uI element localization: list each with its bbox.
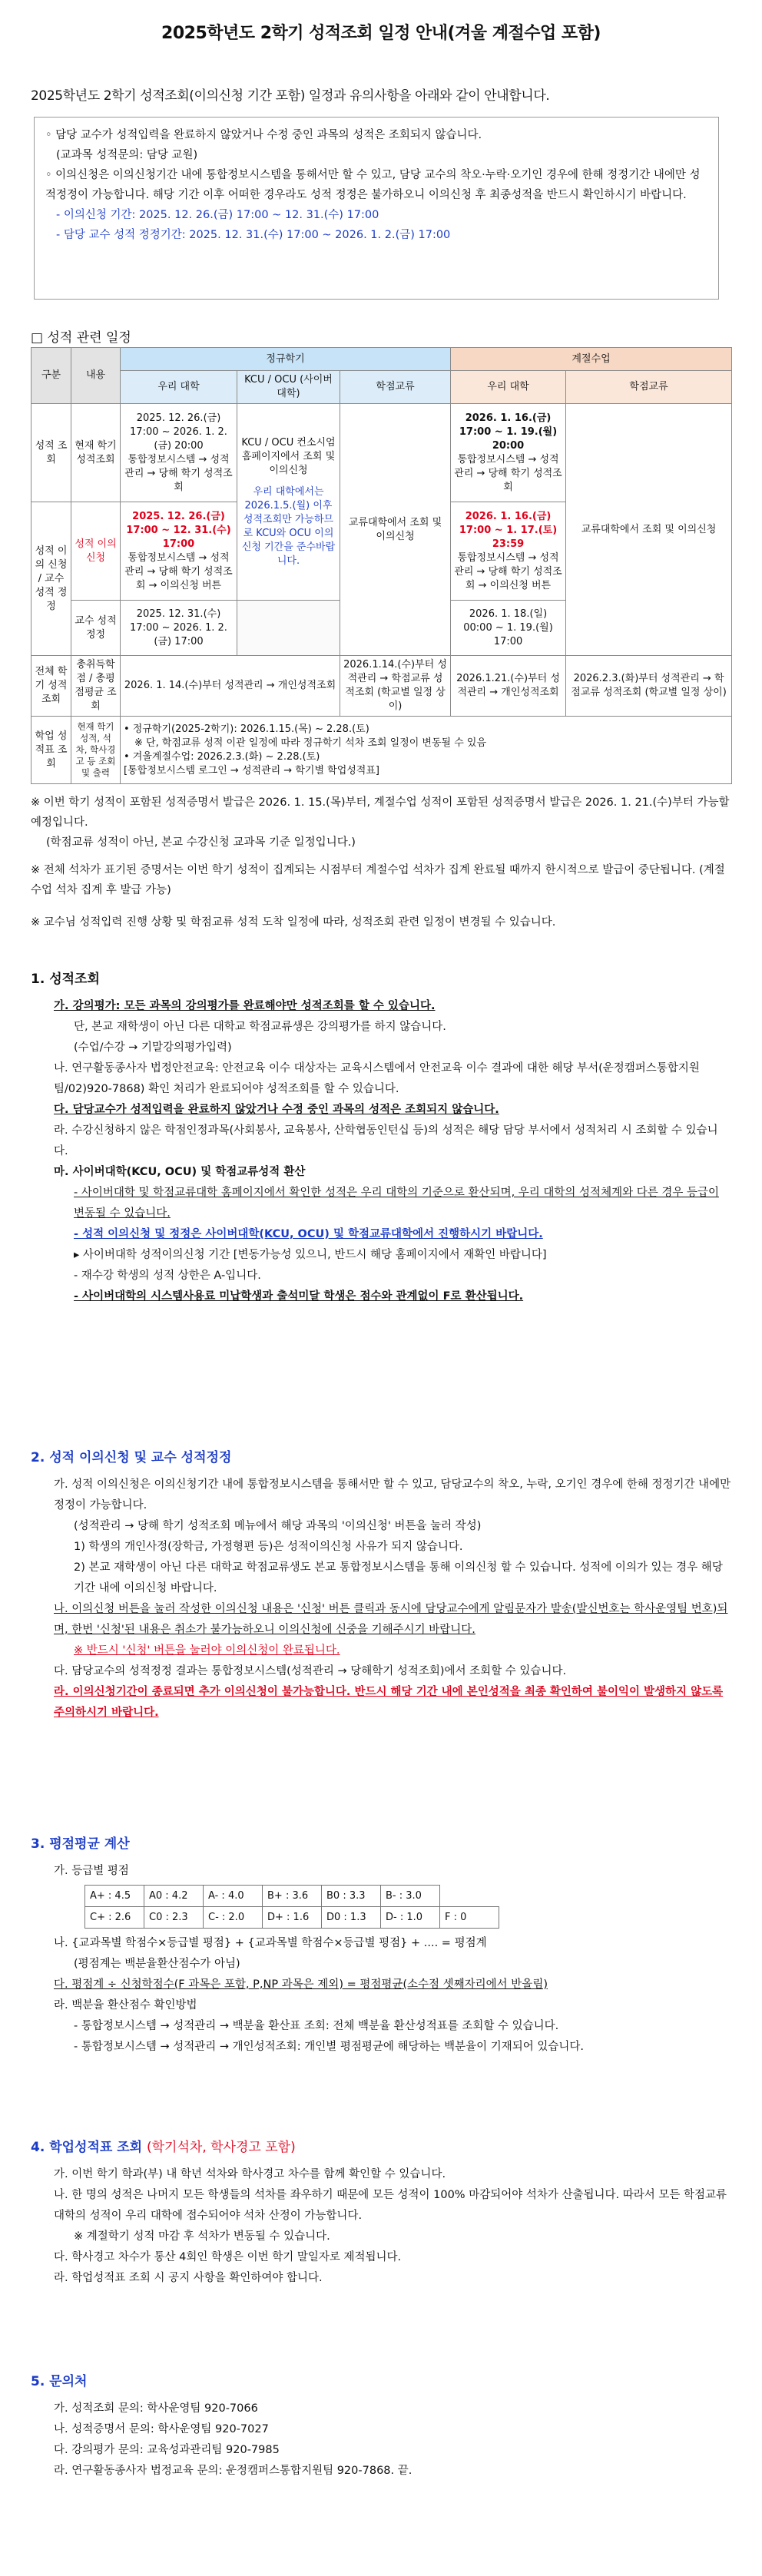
col-season: 계절수업: [451, 348, 732, 371]
section-item: ※ 반드시 '신청' 버튼을 눌러야 이의신청이 완료됩니다.: [74, 1644, 340, 1657]
kcu-text: KCU / OCU 컨소시엄 홈페이지에서 조회 및 이의신청: [241, 436, 336, 476]
note-block: [31, 912, 731, 932]
section-objection: [31, 1448, 731, 1723]
contact-item: 다. 강의평가 문의: 교육성과관리팀 920-7985: [54, 2444, 280, 2456]
grade-cell: B0 : 3.3: [322, 1886, 381, 1907]
col-exchange: 학점교류: [340, 371, 451, 404]
section-item: 다. 학사경고 차수가 통산 4회인 학생은 이번 학기 말일자로 제적됩니다.: [54, 2251, 402, 2263]
col-regular: 정규학기: [121, 348, 451, 371]
section-item: 가. 성적 이의신청은 이의신청기간 내에 통합정보시스템을 통해서만 할 수 있고, 담당교수의 착오, 누락, 오기인 경우에 한해 정정기간 내에만 정정이 가능합니다.: [54, 1478, 731, 1511]
transcript-line: • 겨울계절수업: 2026.2.3.(화) ~ 2.28.(토): [124, 750, 320, 763]
section-title-sub: (학기석차, 학사경고 포함): [147, 2140, 296, 2155]
row-gubun: 성적 조회: [31, 404, 71, 502]
transcript-line: • 정규학기(2025-2학기): 2026.1.15.(목) ~ 2.28.(토): [124, 723, 369, 735]
section-item: 나. 연구활동종사자 법정안전교육: 안전교육 이수 대상자는 교육시스템에서 안전교육 이수 결과에 대한 해당 부서(운정캠퍼스통합지원팀/02)920-7868) 확인 처리가 완료되어야 성적조회를 할 수 있습니다.: [54, 1062, 700, 1095]
note-line: ※ 전체 석차가 표기된 증명서는 이번 학기 성적이 집계되는 시점부터 계절수업 석차가 집계 완료될 때까지 한시적으로 발급이 중단됩니다. (계절수업 석차 집계 후 발급 가능): [31, 864, 725, 896]
col-ours: 우리 대학: [121, 371, 237, 404]
section-item: 2) 본교 재학생이 아닌 다른 대학교 학점교류생도 본교 통합정보시스템을 통해 이의신청 할 수 있습니다. 성적에 이의가 있는 경우 해당 기간 내에 이의신청 바랍니다.: [74, 1561, 723, 1594]
section-item: 다. 평점계 ÷ 신청학점수(F 과목은 포함, P,NP 과목은 제외) = 평점평균(소수점 셋째자리에서 반올림): [54, 1978, 548, 1991]
transcript-line: ※ 단, 학점교류 성적 이관 일정에 따라 정규학기 석차 조회 일정이 변동될 수 있음: [134, 737, 487, 749]
exchange-cell: 교류대학에서 조회 및 이의신청: [340, 404, 451, 656]
contact-item: 라. 연구활동종사자 법정교육 문의: 운정캠퍼스통합지원팀 920-7868. 끝.: [54, 2465, 412, 2477]
col-kcu: KCU / OCU (사이버대학): [237, 371, 340, 404]
section-item: - 사이버대학 및 학점교류대학 홈페이지에서 확인한 성적은 우리 대학의 기준으로 환산되며, 우리 대학의 성적체계와 다른 경우 등급이 변동될 수 있습니다.: [74, 1187, 719, 1220]
section-title: 3. 평점평균 계산: [31, 1836, 130, 1852]
notice-line: ◦ 담당 교수가 성적입력을 완료하지 않았거나 수정 중인 과목의 성적은 조회되지 않습니다.: [45, 129, 482, 141]
notice-line: ◦ 이의신청은 이의신청기간 내에 통합정보시스템을 통해서만 할 수 있고, 담당 교수의 착오·누락·오기인 경우에 한해 정정기간 내에만 성적정정이 가능합니다. 해당 기간 이후 어떠한 경우라도 성적 정정은 불가하오니 이의신청 후 최종성적을 반드시 확인하시기 바랍니다.: [45, 169, 701, 201]
section-item: 라. 백분율 환산점수 확인방법: [54, 1999, 197, 2011]
path-text: 통합정보시스템 → 성적관리 → 당해 학기 성적조회 → 이의신청 버튼: [124, 551, 233, 591]
section-item: ※ 계절학기 성적 마감 후 석차가 변동될 수 있습니다.: [74, 2230, 330, 2243]
exchange-cell: 2026.1.14.(수)부터 성적관리 → 학점교류 성적조회 (학교별 일정 상이): [340, 656, 451, 717]
section-item: 라. 이의신청기간이 종료되면 추가 이의신청이 불가능합니다. 반드시 해당 기간 내에 본인성적을 최종 확인하여 불이익이 발생하지 않도록 주의하시기 바랍니다.: [54, 1686, 724, 1719]
grade-cell: A- : 4.0: [204, 1886, 263, 1907]
section-item: 나. 한 명의 성적은 나머지 모든 학생들의 석차를 좌우하기 때문에 모든 성적이 100% 마감되어야 석차가 산출됩니다. 따라서 모든 학점교류대학의 성적이 우리 대학에 접수되어야 석차 산정이 가능합니다.: [54, 2189, 727, 2222]
contact-item: 나. 성적증명서 문의: 학사운영팀 920-7027: [54, 2423, 269, 2435]
row-content: 현재 학기 성적조회: [71, 404, 121, 502]
row-content: 교수 성적정정: [71, 601, 121, 656]
exchange-season-cell: 2026.2.3.(화)부터 성적관리 → 학점교류 성적조회 (학교별 일정 상이): [566, 656, 732, 717]
empty-cell: [237, 601, 340, 656]
section-item: (평점계는 백분율환산점수가 아님): [74, 1958, 240, 1970]
section-title: 2. 성적 이의신청 및 교수 성적정정: [31, 1450, 232, 1465]
season-cell: [451, 502, 566, 601]
section-grade-inquiry: [31, 969, 731, 1307]
section-item: 1) 학생의 개인사정(장학금, 가정형편 등)은 성적이의신청 사유가 되지 않습니다.: [74, 1541, 463, 1553]
date-range: 2026. 1. 16.(금) 17:00 ~ 1. 19.(월) 20:00: [459, 412, 558, 452]
row-content: 현재 학기 성적, 석차, 학사경고 등 조회 및 출력: [71, 717, 121, 784]
season-cell: [451, 404, 566, 502]
exchange-season-cell: 교류대학에서 조회 및 이의신청: [566, 404, 732, 656]
grade-cell: A0 : 4.2: [144, 1886, 204, 1907]
note-line: ※ 이번 학기 성적이 포함된 성적증명서 발급은 2026. 1. 15.(목)부터, 계절수업 성적이 포함된 성적증명서 발급은 2026. 1. 21.(수)부터 가능할 예정입니다.: [31, 796, 730, 829]
section-item: 라. 수강신청하지 않은 학점인정과목(사회봉사, 교육봉사, 산학협동인턴십 등)의 성적은 해당 담당 부서에서 성적처리 시 조회할 수 있습니다.: [54, 1124, 718, 1157]
notice-line: (교과목 성적문의: 담당 교원): [56, 149, 198, 161]
section-title: 5. 문의처: [31, 2374, 88, 2389]
section-item: 다. 담당교수의 성적정정 결과는 통합정보시스템(성적관리 → 당해학기 성적조회)에서 조회할 수 있습니다.: [54, 1665, 567, 1677]
section-item: - 통합정보시스템 → 성적관리 → 개인성적조회: 개인별 평점평균에 해당하는 백분율이 기재되어 있습니다.: [74, 2041, 585, 2053]
note-block: [31, 793, 731, 853]
note-line: (학점교류 성적이 아닌, 본교 수강신청 교과목 기준 일정입니다.): [46, 836, 356, 849]
section-item: 다. 담당교수가 성적입력을 완료하지 않았거나 수정 중인 과목의 성적은 조회되지 않습니다.: [54, 1104, 499, 1116]
section-title-main: 4. 학업성적표 조회: [31, 2140, 143, 2155]
date-range: 2025. 12. 26.(금) 17:00 ~ 12. 31.(수) 17:00: [126, 510, 231, 550]
col-gubun: 구분: [31, 348, 71, 404]
section-item: (성적관리 → 당해 학기 성적조회 메뉴에서 해당 과목의 '이의신청' 버튼을 눌러 작성): [74, 1520, 482, 1532]
grade-cell: D- : 1.0: [381, 1907, 440, 1929]
section-title: 1. 성적조회: [31, 972, 100, 987]
section-item: ▸ 사이버대학 성적이의신청 기간 [변동가능성 있으니, 반드시 해당 홈페이지에서 재확인 바랍니다]: [74, 1249, 547, 1261]
section-item: 가. 등급별 평점: [54, 1865, 129, 1877]
schedule-heading: □ 성적 관련 일정: [31, 330, 131, 346]
section-item: - 사이버대학의 시스템사용료 미납학생과 출석미달 학생은 점수와 관계없이 F로 환산됩니다.: [74, 1290, 524, 1303]
date-range: 2026. 1. 18.(일) 00:00 ~ 1. 19.(월) 17:00: [451, 601, 566, 656]
date-range: 2025. 12. 26.(금) 17:00 ~ 2026. 1. 2.(금) 20:00: [130, 412, 227, 452]
row-content: 총취득학점 / 총평점평균 조회: [71, 656, 121, 717]
date-range: 2025. 12. 31.(수) 17:00 ~ 2026. 1. 2.(금) 17:00: [121, 601, 237, 656]
grade-cell: C- : 2.0: [204, 1907, 263, 1929]
path-text: 통합정보시스템 → 성적관리 → 당해 학기 성적조회: [124, 453, 233, 493]
row-gubun: 학업 성적표 조회: [31, 717, 71, 784]
kcu-cell: [237, 404, 340, 601]
transcript-line: [통합정보시스템 로그인 → 성적관리 → 학기별 학업성적표]: [124, 764, 379, 776]
grade-cell: D+ : 1.6: [263, 1907, 322, 1929]
section-title: [31, 2137, 731, 2158]
grade-cell: F : 0: [440, 1907, 499, 1929]
section-contact: [31, 2372, 731, 2482]
notice-period: - 담당 교수 성적 정정기간: 2025. 12. 31.(수) 17:00 ~ 2026. 1. 2.(금) 17:00: [56, 229, 451, 241]
schedule-table: [31, 347, 732, 784]
ours-cell: [121, 502, 237, 601]
path-text: 통합정보시스템 → 성적관리 → 당해 학기 성적조회: [454, 453, 562, 493]
section-item: - 성적 이의신청 및 정정은 사이버대학(KCU, OCU) 및 학점교류대학에서 진행하시기 바랍니다.: [74, 1228, 543, 1240]
col-content: 내용: [71, 348, 121, 404]
section-item: 라. 학업성적표 조회 시 공지 사항을 확인하여야 합니다.: [54, 2272, 323, 2284]
section-item: - 재수강 학생의 성적 상한은 A-입니다.: [74, 1270, 261, 1282]
season-cell: 2026.1.21.(수)부터 성적관리 → 개인성적조회: [451, 656, 566, 717]
col-exchange-season: 학점교류: [566, 371, 732, 404]
section-item: 단, 본교 재학생이 아닌 다른 대학교 학점교류생은 강의평가를 하지 않습니다.: [74, 1021, 446, 1033]
row-gubun: 성적 이의 신청 / 교수 성적 정정: [31, 502, 71, 656]
notice-period: - 이의신청 기간: 2025. 12. 26.(금) 17:00 ~ 12. 31.(수) 17:00: [56, 209, 379, 221]
grade-table: [84, 1885, 499, 1929]
grade-cell: B- : 3.0: [381, 1886, 440, 1907]
grade-cell: C0 : 2.3: [144, 1907, 204, 1929]
col-ours-season: 우리 대학: [451, 371, 566, 404]
section-item: (수업/수강 → 기말강의평가입력): [74, 1041, 232, 1054]
note-line: ※ 교수님 성적입력 진행 상황 및 학점교류 성적 도착 일정에 따라, 성적조회 관련 일정이 변경될 수 있습니다.: [31, 916, 556, 929]
path-text: 통합정보시스템 → 성적관리 → 당해 학기 성적조회 → 이의신청 버튼: [454, 551, 562, 591]
ours-cell: 2026. 1. 14.(수)부터 성적관리 → 개인성적조회: [121, 656, 340, 717]
ours-cell: [121, 404, 237, 502]
notice-box: [34, 117, 719, 300]
intro-text: 2025학년도 2학기 성적조회(이의신청 기간 포함) 일정과 유의사항을 아래와 같이 안내합니다.: [31, 88, 550, 104]
section-item: - 통합정보시스템 → 성적관리 → 백분율 환산표 조회: 전체 백분율 환산성적표를 조회할 수 있습니다.: [74, 2020, 559, 2032]
section-item: 나. 이의신청 버튼을 눌러 작성한 이의신청 내용은 '신청' 버튼 클릭과 동시에 담당교수에게 알림문자가 발송(발신번호는 학사운영팀 번호)되며, 한번 '신청'된 내용은 취소가 불가능하오니 이의신청에 신중을 기해주시기 바랍니다.: [54, 1603, 728, 1636]
grade-cell: D0 : 1.3: [322, 1907, 381, 1929]
section-transcript: [31, 2137, 731, 2289]
grade-cell: C+ : 2.6: [85, 1907, 144, 1929]
row-gubun: 전체 학기 성적조회: [31, 656, 71, 717]
kcu-note: 우리 대학에서는 2026.1.5.(월) 이후 성적조회만 가능하므로 KCU와 OCU 이의신청 기간을 준수바랍니다.: [241, 485, 336, 567]
section-item: 마. 사이버대학(KCU, OCU) 및 학점교류성적 환산: [54, 1166, 306, 1178]
contact-item: 가. 성적조회 문의: 학사운영팀 920-7066: [54, 2402, 258, 2415]
row-content: 성적 이의신청: [71, 502, 121, 601]
grade-cell: A+ : 4.5: [85, 1886, 144, 1907]
page-title: 2025학년도 2학기 성적조회 일정 안내(겨울 계절수업 포함): [161, 24, 601, 43]
section-item: 가. 이번 학기 학과(부) 내 학년 석차와 학사경고 차수를 함께 확인할 수 있습니다.: [54, 2168, 446, 2180]
transcript-cell: [121, 717, 732, 784]
section-item: 나. {교과목별 학점수×등급별 평점} + {교과목별 학점수×등급별 평점} + .... = 평점계: [54, 1937, 487, 1949]
section-gpa: [31, 1834, 731, 2058]
grade-cell: B+ : 3.6: [263, 1886, 322, 1907]
note-block: [31, 860, 731, 900]
date-range: 2026. 1. 16.(금) 17:00 ~ 1. 17.(토) 23:59: [459, 510, 558, 550]
section-item: 가. 강의평가: 모든 과목의 강의평가를 완료해야만 성적조회를 할 수 있습니다.: [54, 1000, 436, 1012]
